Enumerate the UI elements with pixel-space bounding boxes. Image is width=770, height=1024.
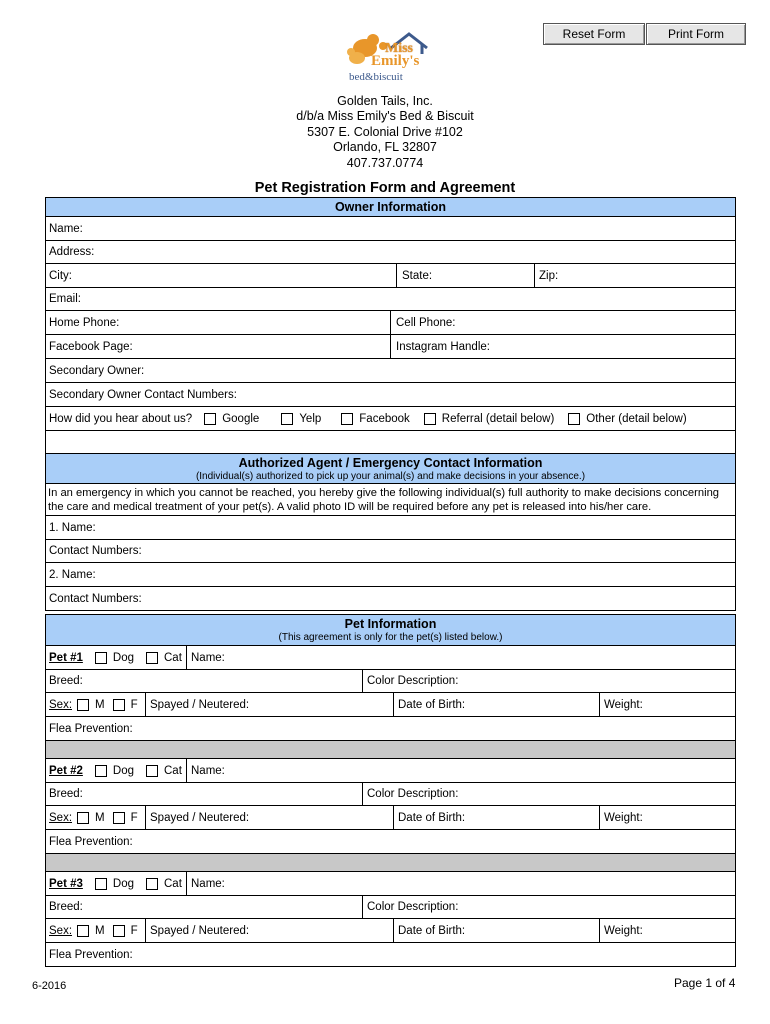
pet1-sex-label: Sex: [49,698,73,711]
hear-about-line [46,407,697,430]
agent1-name-row[interactable] [45,516,736,540]
secondary-owner-label: Secondary Owner: [49,364,145,377]
pet1-color-field[interactable] [364,670,735,692]
pet3-dog-label: Dog [112,877,134,890]
owner-state-label: State: [402,269,433,282]
owner-address-row[interactable] [45,241,736,264]
pet1-name-row [45,646,736,670]
hear-detail-row[interactable] [45,430,736,454]
company-phone: 407.737.0774 [346,156,424,170]
other-option-label: Other (detail below) [586,412,687,425]
pet1-breed-field[interactable] [46,670,362,692]
company-dba: d/b/a Miss Emily's Bed & Biscuit [296,109,474,123]
facebook-checkbox[interactable] [341,413,353,425]
other-checkbox[interactable] [568,413,580,425]
pet3-type-cell [46,872,186,895]
pet3-flea-row[interactable] [45,943,736,967]
referral-option-label: Referral (detail below) [441,412,555,425]
pet1-cat-label: Cat [164,651,182,664]
pet2-name-row [45,759,736,783]
agent1-contact-label: Contact Numbers: [49,545,142,557]
pet2-cat-label: Cat [164,764,182,777]
pet2-cat-checkbox[interactable] [146,765,158,777]
pet1-weight-label: Weight: [604,698,643,711]
agent-disclaimer-row [45,484,736,516]
pet3-male-label: M [95,924,105,937]
owner-city-label: City: [49,269,72,282]
owner-phone-row[interactable] [45,311,736,335]
pet1-weight-field[interactable] [601,693,735,716]
agent-subheader-text: (Individual(s) authorized to pick up your animal(s) and make decisions in your absence.) [195,471,586,482]
pet3-spayed-field[interactable] [147,919,393,942]
google-checkbox[interactable] [204,413,216,425]
pet3-weight-label: Weight: [604,924,643,937]
pet2-label: Pet #2 [49,764,83,777]
pet3-name-label: Name: [191,877,225,890]
pet2-flea-label: Flea Prevention: [49,835,133,848]
owner-social-row[interactable] [45,335,736,359]
pet1-name-label: Name: [191,651,225,664]
pet1-color-label: Color Description: [367,675,459,687]
pet2-name-field[interactable] [188,759,735,782]
google-option-label: Google [222,412,260,425]
pet1-dog-checkbox[interactable] [95,652,107,664]
pet3-name-row [45,872,736,896]
pet3-breed-field[interactable] [46,896,362,918]
logo-text-bed-biscuit: bed&biscuit [349,71,403,83]
pet3-cat-checkbox[interactable] [146,878,158,890]
pet3-sex-label: Sex: [49,924,73,937]
pet1-cat-checkbox[interactable] [146,652,158,664]
pet3-female-label: F [130,924,138,937]
secondary-contact-label: Secondary Owner Contact Numbers: [49,388,237,401]
pet3-dog-checkbox[interactable] [95,878,107,890]
pet1-female-label: F [130,698,138,711]
pet3-flea-label: Flea Prevention: [49,948,133,961]
pet3-label: Pet #3 [49,877,83,890]
owner-name-row[interactable] [45,217,736,241]
pet1-flea-label: Flea Prevention: [49,722,133,735]
pet3-cat-label: Cat [164,877,182,890]
pet1-label: Pet #1 [49,651,83,664]
pet2-sex-cell [46,806,145,829]
hear-about-row [45,407,736,430]
facebook-option-label: Facebook [359,412,410,425]
pet3-details-row [45,919,736,943]
pet2-dob-field[interactable] [395,806,599,829]
reset-form-button[interactable]: Reset Form [543,23,645,45]
owner-section-header [45,197,736,217]
pet1-sex-cell [46,693,145,716]
pet3-female-checkbox[interactable] [113,925,125,937]
pet3-color-field[interactable] [364,896,735,918]
page-number: Page 1 of 4 [674,976,736,990]
owner-email-label: Email: [49,293,81,305]
pet1-female-checkbox[interactable] [113,699,125,711]
pet-section-header [45,614,736,646]
agent2-contact-row[interactable] [45,587,736,611]
pet2-female-checkbox[interactable] [113,812,125,824]
pet1-dob-label: Date of Birth: [398,698,466,711]
pet2-details-row [45,806,736,830]
pet1-breed-row [45,670,736,693]
print-form-button[interactable]: Print Form [646,23,746,45]
pet3-sex-cell [46,919,145,942]
agent2-contact-label: Contact Numbers: [49,592,142,605]
pet2-breed-label: Breed: [49,788,83,800]
pet1-male-label: M [95,698,105,711]
form-title: Pet Registration Form and Agreement [254,180,516,196]
pet2-sex-label: Sex: [49,811,73,824]
referral-checkbox[interactable] [424,413,436,425]
pet1-dog-label: Dog [112,651,134,664]
pet2-type-cell [46,759,186,782]
company-name: Golden Tails, Inc. [337,94,433,108]
agent2-name-label: 2. Name: [49,568,96,581]
pet1-divider [45,741,736,759]
pet2-male-checkbox[interactable] [77,812,89,824]
pet3-color-label: Color Description: [367,901,459,913]
pet1-dob-field[interactable] [395,693,599,716]
pet2-weight-field[interactable] [601,806,735,829]
pet1-breed-label: Breed: [49,675,83,687]
pet1-spayed-label: Spayed / Neutered: [150,698,250,711]
pet2-weight-label: Weight: [604,811,643,824]
owner-zip-label: Zip: [539,269,559,282]
agent2-name-row[interactable] [45,563,736,587]
pet2-color-label: Color Description: [367,788,459,800]
pet1-type-cell [46,646,186,669]
pet2-male-label: M [95,811,105,824]
pet1-flea-row[interactable] [45,717,736,741]
pet2-divider [45,854,736,872]
pet2-dog-label: Dog [112,764,134,777]
agent1-contact-row[interactable] [45,540,736,563]
logo-text-emilys: Emily's [371,53,420,69]
pet2-spayed-field[interactable] [147,806,393,829]
owner-address-label: Address: [49,246,95,258]
pet3-dob-label: Date of Birth: [398,924,466,937]
yelp-option-label: Yelp [299,412,322,425]
pet3-male-checkbox[interactable] [77,925,89,937]
yelp-checkbox[interactable] [281,413,293,425]
secondary-contact-row[interactable] [45,383,736,407]
facebook-page-label: Facebook Page: [49,340,133,353]
pet3-name-field[interactable] [188,872,735,895]
owner-header-text: Owner Information [334,200,447,214]
pet2-dog-checkbox[interactable] [95,765,107,777]
pet-header-text: Pet Information [344,617,437,631]
pet2-name-label: Name: [191,764,225,777]
pet2-spayed-label: Spayed / Neutered: [150,811,250,824]
cell-phone-label: Cell Phone: [396,316,456,329]
pet2-breed-field[interactable] [46,783,362,805]
pet1-male-checkbox[interactable] [77,699,89,711]
form-version: 6-2016 [32,980,67,992]
pet2-dob-label: Date of Birth: [398,811,466,824]
pet3-dob-field[interactable] [395,919,599,942]
pet2-flea-row[interactable] [45,830,736,854]
agent-disclaimer-text: In an emergency in which you cannot be reached, you hereby give the following individual(s) full authority to make decisions concerning the care and medical treatment of your pet(s). A valid photo ID will be required before any pet is released into his/her care. [48,487,720,513]
agent1-name-label: 1. Name: [49,521,96,534]
pet2-color-field[interactable] [364,783,735,805]
company-street: 5307 E. Colonial Drive #102 [307,125,463,139]
instagram-handle-label: Instagram Handle: [396,340,490,353]
pet1-details-row [45,693,736,717]
owner-email-row[interactable] [45,288,736,311]
pet3-weight-field[interactable] [601,919,735,942]
pet3-spayed-label: Spayed / Neutered: [150,924,250,937]
pet1-spayed-field[interactable] [147,693,393,716]
agent-header-text: Authorized Agent / Emergency Contact Information [238,456,543,470]
company-logo [343,28,433,90]
secondary-owner-row[interactable] [45,359,736,383]
home-phone-label: Home Phone: [49,316,120,329]
pet1-name-field[interactable] [188,646,735,669]
agent-section-header [45,453,736,484]
owner-city-row[interactable] [45,264,736,288]
pet2-female-label: F [130,811,138,824]
pet2-breed-row [45,783,736,806]
pet3-breed-row [45,896,736,919]
pet3-breed-label: Breed: [49,901,83,913]
pet-subheader-text: (This agreement is only for the pet(s) listed below.) [278,632,503,643]
hear-about-label: How did you hear about us? [49,412,193,425]
owner-name-label: Name: [49,222,83,235]
company-city: Orlando, FL 32807 [333,140,437,154]
logo-text-miss: Miss [385,41,413,56]
